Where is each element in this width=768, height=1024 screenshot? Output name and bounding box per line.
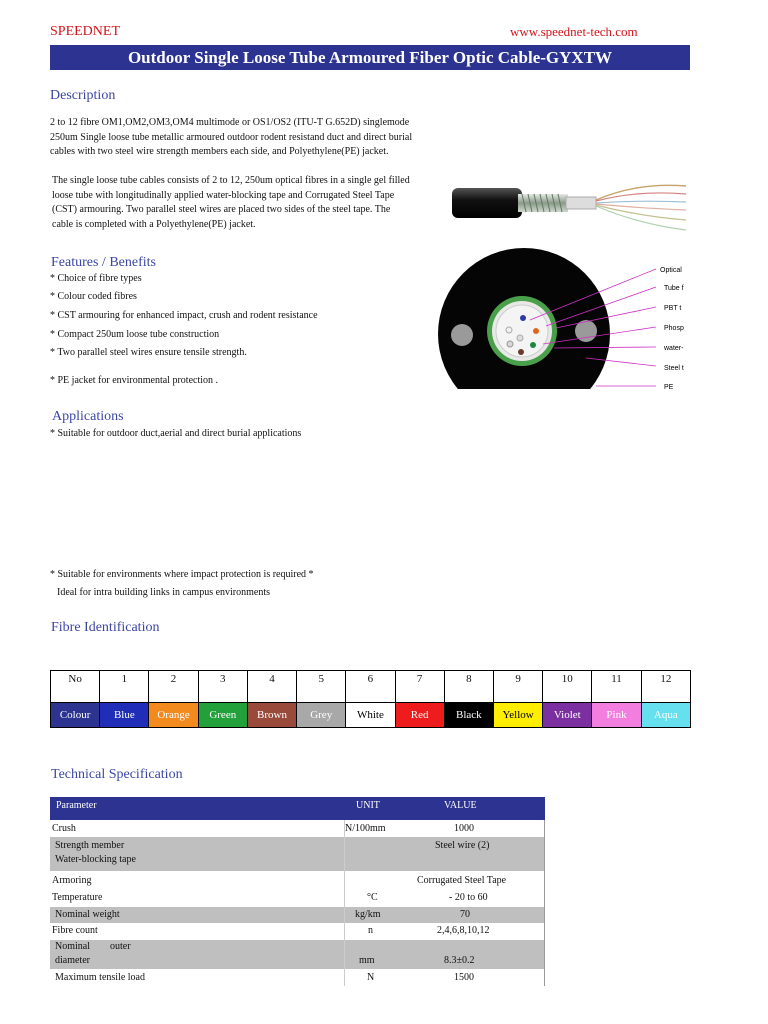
diagram-label: water- xyxy=(664,345,684,352)
fibre-colour-cell: Yellow xyxy=(493,703,542,728)
spec-parameter: Nominal weight xyxy=(55,909,120,920)
features-heading: Features / Benefits xyxy=(51,255,156,270)
fibre-number-cell: 3 xyxy=(198,671,247,703)
fibre-number-cell: 5 xyxy=(297,671,346,703)
description-paragraph-1 xyxy=(50,116,450,160)
spec-parameter: diameter xyxy=(55,955,90,966)
spec-value: Corrugated Steel Tape xyxy=(417,875,507,886)
tech-spec-row xyxy=(50,940,545,969)
spec-value: 1500 xyxy=(454,972,474,983)
header-unit: UNIT xyxy=(356,800,380,811)
diagram-label: Steel t xyxy=(664,365,684,372)
fibre-identification-heading: Fibre Identification xyxy=(51,620,160,635)
spec-value: - 20 to 60 xyxy=(449,892,488,903)
feature-item: * Choice of fibre types xyxy=(50,273,142,284)
applications-heading: Applications xyxy=(52,409,124,424)
description-line: 2 to 12 fibre OM1,OM2,OM3,OM4 multimode or OS1/OS2 (ITU-T G.652D) singlemode xyxy=(50,117,410,128)
fibre-number-cell: 6 xyxy=(346,671,395,703)
page-title: Outdoor Single Loose Tube Armoured Fiber Optic Cable-GYXTW xyxy=(50,45,690,70)
website-link[interactable]: www.speednet-tech.com xyxy=(510,24,638,39)
diagram-label: PE xyxy=(664,384,674,390)
spec-unit: °C xyxy=(367,892,378,903)
feature-item: * CST armouring for enhanced impact, crush and rodent resistance xyxy=(50,310,318,321)
spec-parameter: Water-blocking tape xyxy=(55,854,136,865)
spec-value: Steel wire (2) xyxy=(435,840,490,851)
feature-item: * Two parallel steel wires ensure tensile strength. xyxy=(50,347,247,358)
spec-unit: N xyxy=(367,972,375,983)
spec-unit: mm xyxy=(359,955,375,966)
fibre-colour-cell: White xyxy=(346,703,395,728)
spec-value: 70 xyxy=(460,909,470,920)
fibre-number-cell: 7 xyxy=(395,671,444,703)
tech-spec-heading: Technical Specification xyxy=(51,767,183,782)
cable-side-image xyxy=(448,180,688,235)
fibre-number-cell: 2 xyxy=(149,671,198,703)
diagram-label: Optical xyxy=(660,267,682,274)
tech-spec-header-row xyxy=(50,797,545,820)
spec-value: 8.3±0.2 xyxy=(444,955,475,966)
fibre-colour-table xyxy=(50,670,691,728)
feature-item: * PE jacket for environmental protection . xyxy=(50,375,219,386)
fibre-colour-cell: Pink xyxy=(592,703,641,728)
application-item: * Suitable for outdoor duct,aerial and direct burial applications xyxy=(50,428,302,439)
fibre-number-cell: 10 xyxy=(543,671,592,703)
feature-item: * Colour coded fibres xyxy=(50,291,137,302)
fibre-colour-cell: Red xyxy=(395,703,444,728)
brand-name: SPEEDNET xyxy=(50,24,120,39)
description-line: loose tube with longitudinally applied water-blocking tape and Corrugated Steel Tape xyxy=(52,189,395,201)
spec-parameter: Crush xyxy=(52,823,76,834)
fibre-colour-row xyxy=(51,703,691,728)
fibre-number-cell: 9 xyxy=(493,671,542,703)
description-line: cable is completed with a Polyethylene(PE) jacket. xyxy=(52,218,256,230)
fibre-colour-cell: Green xyxy=(198,703,247,728)
fibre-colour-cell: Aqua xyxy=(641,703,690,728)
spec-unit: kg/km xyxy=(355,909,381,920)
tech-spec-row xyxy=(50,971,545,986)
feature-item: * Compact 250um loose tube construction xyxy=(50,329,220,340)
fibre-number-row xyxy=(51,671,691,703)
spec-value: 1000 xyxy=(454,823,474,834)
tech-spec-row xyxy=(50,907,545,923)
header-value: VALUE xyxy=(444,800,477,811)
spec-parameter: Fibre count xyxy=(52,925,98,936)
table-border xyxy=(544,820,545,986)
fibre-colour-cell: Grey xyxy=(297,703,346,728)
header-parameter: Parameter xyxy=(56,800,97,811)
fibre-colour-header: Colour xyxy=(51,703,100,728)
spec-unit: n xyxy=(368,925,373,936)
fibre-colour-cell: Blue xyxy=(100,703,149,728)
tech-spec-row xyxy=(50,837,545,871)
fibre-colour-cell: Violet xyxy=(543,703,592,728)
spec-unit: N/100mm xyxy=(345,823,386,834)
spec-parameter: Maximum tensile load xyxy=(55,972,145,983)
fibre-number-header: No xyxy=(51,671,100,703)
fibre-number-cell: 1 xyxy=(100,671,149,703)
fibre-number-cell: 11 xyxy=(592,671,641,703)
application-item: Ideal for intra building links in campus environments xyxy=(57,587,271,598)
description-paragraph-2 xyxy=(52,174,444,232)
diagram-label: Phosp xyxy=(664,325,684,332)
description-line: (CST) armouring. Two parallel steel wires are placed two sides of the steel tape. The xyxy=(52,204,391,215)
tech-spec-row xyxy=(50,822,545,836)
fibre-number-cell: 12 xyxy=(641,671,690,703)
tech-spec-row xyxy=(50,924,545,939)
table-divider xyxy=(344,820,345,986)
cable-cross-section-image xyxy=(436,248,696,390)
spec-parameter: Strength member xyxy=(55,840,125,851)
tech-spec-row xyxy=(50,874,545,889)
tech-spec-row xyxy=(50,890,545,906)
diagram-label: PBT t xyxy=(664,305,682,312)
spec-parameter: Temperature xyxy=(52,892,103,903)
description-line: cables with two steel wire strength members each side, and Polyethylene(PE) jacket. xyxy=(50,146,389,157)
fibre-number-cell: 8 xyxy=(444,671,493,703)
fibre-colour-cell: Black xyxy=(444,703,493,728)
fibre-number-cell: 4 xyxy=(247,671,296,703)
spec-parameter: Armoring xyxy=(52,875,92,886)
description-heading: Description xyxy=(50,88,116,103)
description-line: The single loose tube cables consists of 2 to 12, 250um optical fibres in a single gel filled xyxy=(52,175,410,186)
application-item: * Suitable for environments where impact protection is required * xyxy=(50,569,314,580)
spec-parameter: Nominal outer xyxy=(55,941,131,952)
description-line: 250um Single loose tube metallic armoured outdoor rodent resistand duct and direct burial xyxy=(50,131,413,143)
fibre-colour-cell: Brown xyxy=(247,703,296,728)
diagram-label: Tube f xyxy=(664,285,684,292)
spec-value: 2,4,6,8,10,12 xyxy=(437,925,490,936)
fibre-colour-cell: Orange xyxy=(149,703,198,728)
